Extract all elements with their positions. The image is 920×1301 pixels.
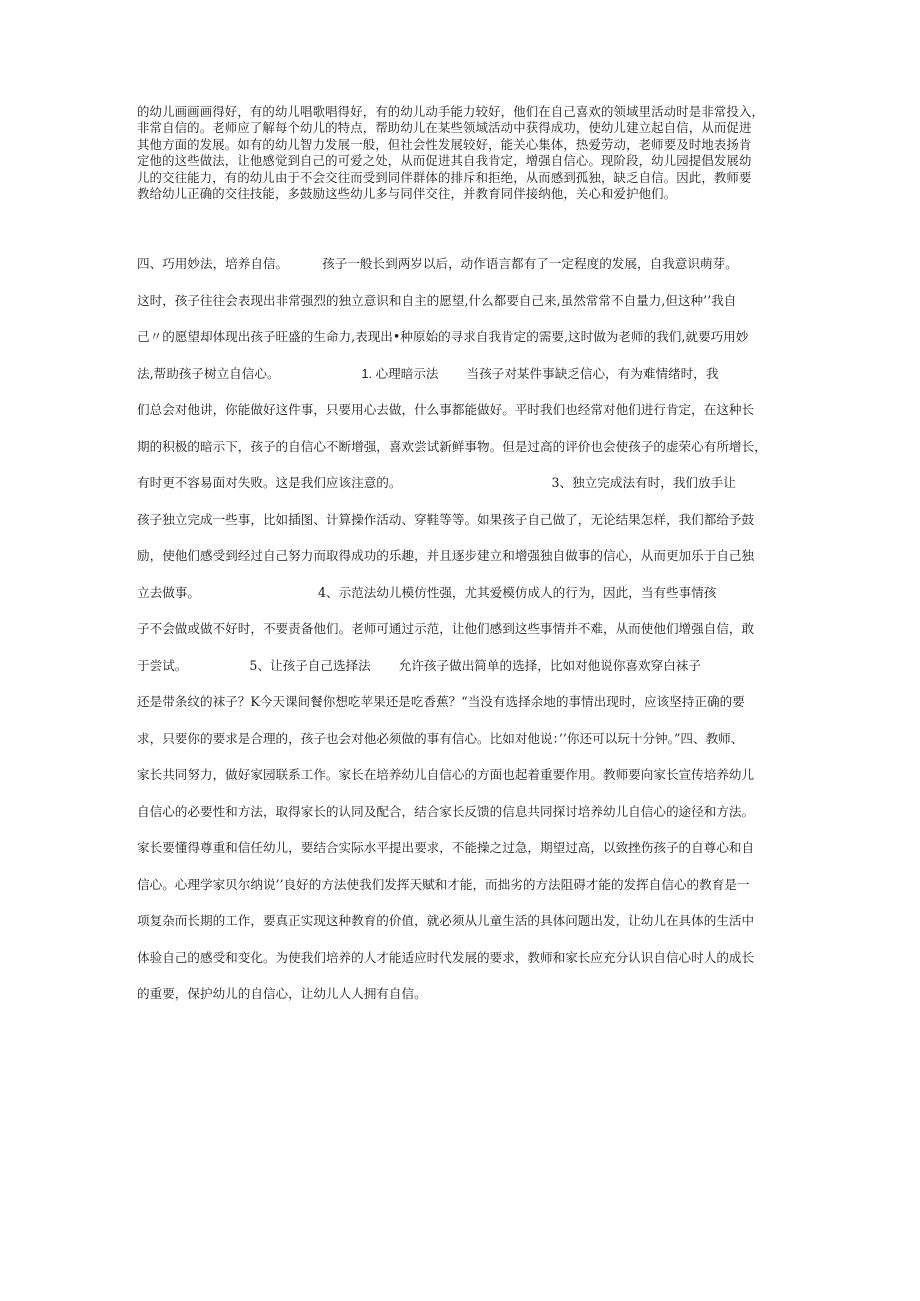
text-line: 项复杂而长期的工作，要真正实现这种教育的价值，就必须从儿童生活的具体问题出发，让幼儿在具体的生活中 (137, 913, 755, 928)
text-line: 期的积极的暗示下，孩子的自信心不断增强，喜欢尝试新鲜事物。但是过高的评价也会使孩子的虚荣心有所增长， (137, 438, 767, 454)
text-run: 允许孩子做出简单的选择，比如对他说你喜欢穿白袜子 (398, 657, 701, 673)
text-line: 教给幼儿正确的交往技能，多鼓励这些幼儿多与同伴交往，并教育同伴接纳他，关心和爱护他们。 (137, 186, 677, 202)
text-run: 孩子一般长到两岁以后，动作语言都有了一定程度的发展，自我意识萌芽。 (322, 256, 738, 271)
method-heading: 1. 心理暗示法 (361, 366, 439, 381)
text-run: 法,帮助孩子树立自信心。 (137, 365, 280, 381)
text-line: 励，使他们感受到经过自己努力而取得成功的乐趣，并且逐步建立和增强独自做事的信心，从而更加乐于自己独 (137, 548, 755, 563)
text-line: 信心。心理学家贝尔纳说’’良好的方法使我们发挥天赋和才能，而拙劣的方法阻碍才能的发挥自信心的教育是一 (137, 876, 750, 892)
text-line (137, 366, 797, 382)
text-line (137, 475, 797, 491)
text-line (137, 585, 797, 601)
method-heading: 5、让孩子自己选择法 (249, 657, 371, 673)
text-run: 当孩子对某件事缺乏信心，有为难情绪时，我 (466, 365, 719, 381)
text-line: 己〃的愿望却体现出孩子旺盛的生命力,表现出•种原始的寻求自我肯定的需要,这时做为老师的我们,就要巧用妙 (137, 329, 749, 344)
text-run: 立去做事。 (137, 584, 200, 600)
text-line: 们总会对他讲，你能做好这件事，只要用心去做，什么事都能做好。平时我们也经常对他们进行肯定，在这种长 (137, 402, 755, 417)
text-line: 这时，孩子往往会表现出非常强烈的独立意识和自主的愿望,什么都要自己来,虽然常常不自量力,但这种’’我自 (137, 292, 737, 308)
text-line: 孩子独立完成一些事，比如插图、计算操作活动、穿鞋等等。如果孩子自己做了，无论结果怎样，我们都给予鼓 (137, 511, 755, 527)
text-line: 体验自己的感受和变化。为使我们培养的人才能适应时代发展的要求，教师和家长应充分认识自信心时人的成长 (137, 949, 755, 965)
text-line: 其他方面的发展。如有的幼儿智力发展一般，但社会性发展较好，能关心集体，热爱劳动，老师要及时地表扬肯 (137, 136, 752, 152)
method-heading: 3、独立完成法有时，我们放手让 (551, 475, 736, 490)
text-line: 家长要懂得尊重和信任幼儿，要结合实际水平提出要求，不能操之过急，期望过高，以致挫伤孩子的自尊心和自 (137, 840, 755, 855)
paragraph-intro (137, 104, 787, 202)
text-line: 定他的这些做法，让他感觉到自己的可爱之处，从而促进其自我肯定，增强自信心。现阶段，幼儿园提倡发展幼 (137, 153, 752, 169)
section-heading: 四、巧用妙法，培养自信。 (137, 256, 289, 271)
text-line: 求，只要你的要求是合理的，孩子也会对他必须做的事有信心。比如对他说：’’你还可以玩十分钟。”四、教师、 (137, 730, 744, 746)
text-run: 有时更不容易面对失败。这是我们应该注意的。 (137, 475, 402, 490)
text-run: 于尝试。 (137, 657, 188, 673)
text-line: 儿的交往能力，有的幼儿由于不会交往而受到同伴群体的排斥和拒绝，从而感到孤独，缺乏自信。因此，教师要 (137, 169, 752, 185)
text-line: 的幼儿画画画得好，有的幼儿唱歌唱得好，有的幼儿动手能力较好，他们在自己喜欢的领域里活动时是非常投入， (137, 104, 765, 119)
text-line: 子不会做或做不好时，不要责备他们。老师可通过示范，让他们感到这些事情并不难，从而使他们增强自信，敢 (137, 621, 755, 636)
text-line: 非常自信的。老师应了解每个幼儿的特点，帮助幼儿在某些领域活动中获得成功，使幼儿建立起自信，从而促进 (137, 120, 752, 136)
text-line: 还是带条纹的袜子？K今天课间餐你想吃苹果还是吃香蕉？“当没有选择余地的事情出现时，应该坚持正确的要 (137, 694, 745, 709)
text-line (137, 256, 797, 272)
section-four-body (137, 256, 797, 1023)
method-heading: 4、示范法幼儿模仿性强，尤其爱模仿成人的行为，因此，当有些事情孩 (317, 584, 717, 600)
text-line: 的重要，保护幼儿的自信心，让幼儿人人拥有自信。 (137, 986, 427, 1001)
text-line (137, 658, 797, 674)
text-line: 家长共同努力，做好家园联系工作。家长在培养幼儿自信心的方面也起着重要作用。教师要向家长宣传培养幼儿 (137, 767, 755, 782)
text-line: 自信心的必要性和方法，取得家长的认同及配合，结合家长反馈的信息共同探讨培养幼儿自信心的途径和方法。 (137, 803, 755, 819)
